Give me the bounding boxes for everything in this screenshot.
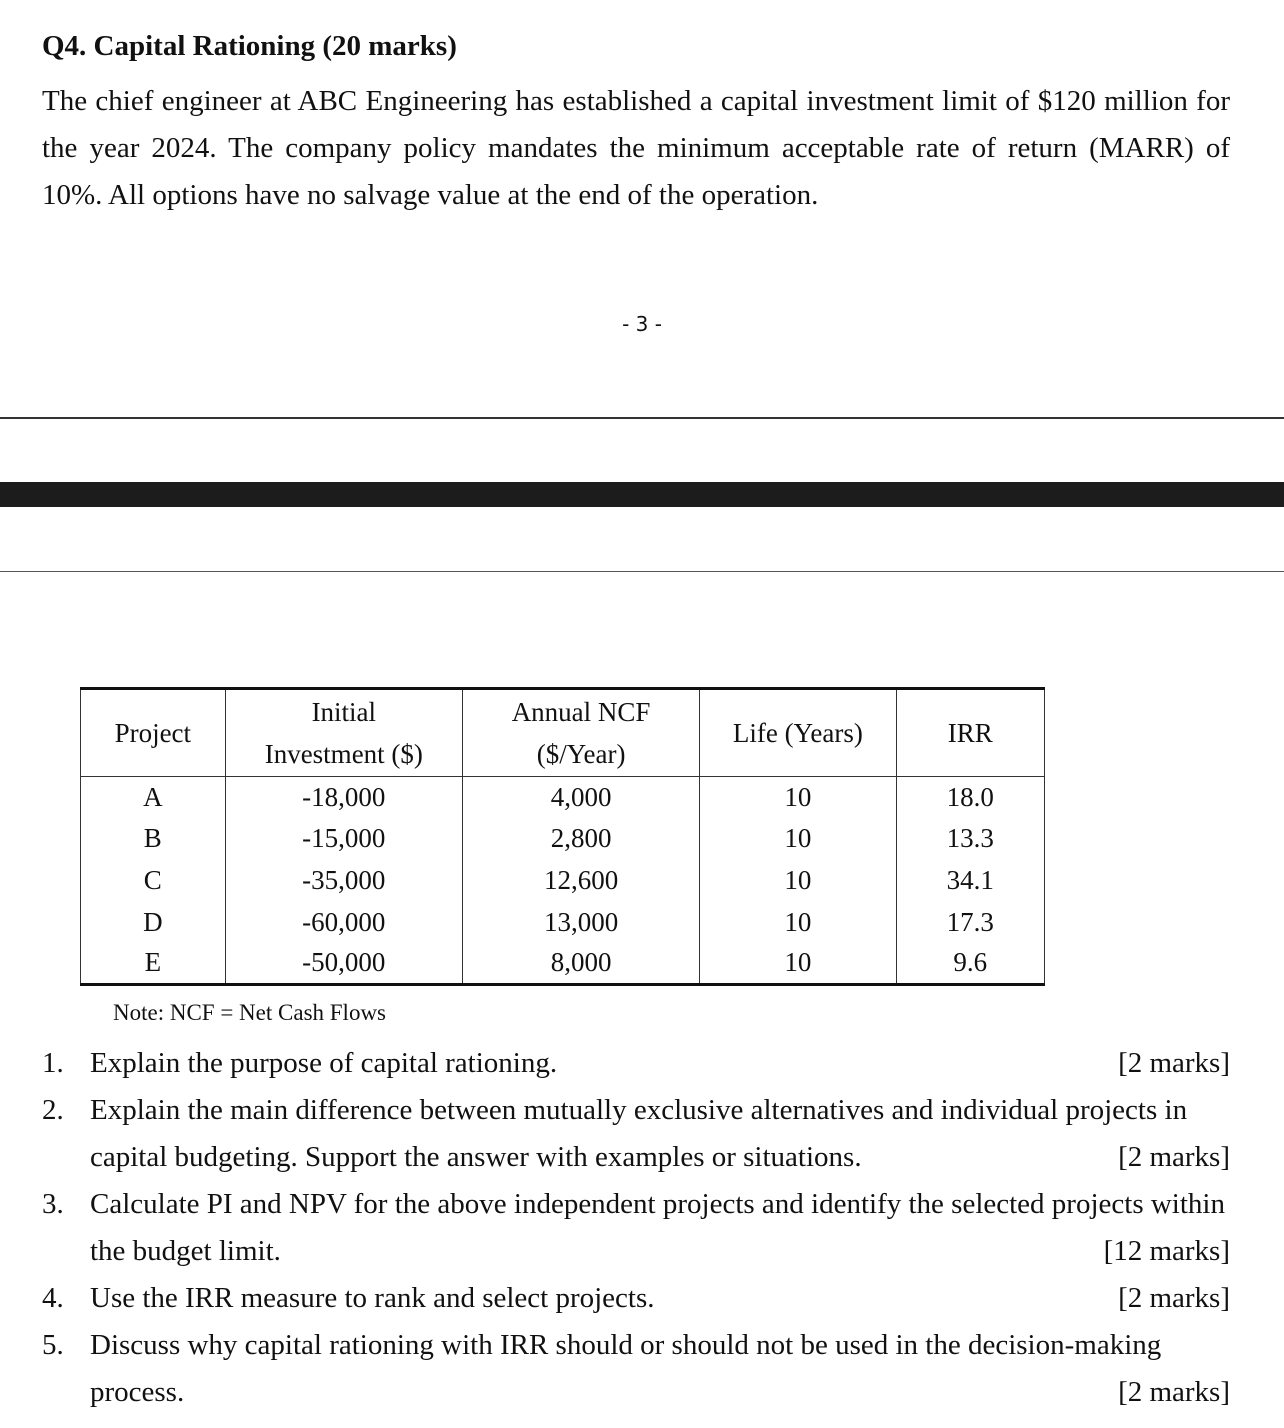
question-text: Use the IRR measure to rank and select projects. [90, 1282, 655, 1314]
page-divider-top [0, 417, 1284, 419]
question-text: Calculate PI and NPV for the above independent projects and identify the selected projects within the budget limit. [90, 1188, 1225, 1267]
page-divider-bottom [0, 571, 1284, 572]
table-row [81, 818, 1045, 860]
question-text: Explain the main difference between mutually exclusive alternatives and individual projects in capital budgeting. Support the answer with examples or situations. [90, 1094, 1188, 1173]
cell-project: D [81, 901, 226, 943]
cell-project: A [81, 777, 226, 819]
cell-ncf: 12,600 [462, 860, 699, 902]
question-item [42, 1181, 1230, 1275]
cell-investment: -60,000 [225, 901, 462, 943]
cell-ncf: 8,000 [462, 943, 699, 985]
question-item [42, 1087, 1230, 1181]
question-marks: [2 marks] [1118, 1376, 1230, 1408]
question-number: 2. [42, 1094, 64, 1126]
question-item [42, 1275, 1230, 1322]
question-heading: Q4. Capital Rationing (20 marks) [42, 30, 457, 62]
intro-paragraph: The chief engineer at ABC Engineering has established a capital investment limit of $120 million for the year 2024. The company policy mandates the minimum acceptable rate of return (MARR) of 10%. All options have no salvage value at the end of the operation. [42, 85, 1230, 211]
page-divider-bar [0, 482, 1284, 507]
table-row [81, 901, 1045, 943]
question-text: Explain the purpose of capital rationing. [90, 1047, 558, 1079]
cell-ncf: 13,000 [462, 901, 699, 943]
header-project: Project [81, 689, 226, 777]
cell-investment: -50,000 [225, 943, 462, 985]
table-header-row [81, 689, 1045, 777]
question-marks: [2 marks] [1118, 1141, 1230, 1173]
cell-irr: 13.3 [896, 818, 1044, 860]
cell-investment: -35,000 [225, 860, 462, 902]
table-note: Note: NCF = Net Cash Flows [113, 1000, 387, 1025]
question-item [42, 1040, 1230, 1087]
cell-irr: 17.3 [896, 901, 1044, 943]
header-irr: IRR [896, 689, 1044, 777]
question-marks: [2 marks] [1118, 1047, 1230, 1079]
question-number: 4. [42, 1282, 64, 1314]
table-row [81, 943, 1045, 985]
header-life: Life (Years) [700, 689, 896, 777]
header-annual-ncf [462, 689, 699, 777]
question-text: Discuss why capital rationing with IRR should or should not be used in the decision-making process. [90, 1329, 1162, 1408]
questions-list [42, 1040, 1230, 1416]
projects-table [80, 687, 1045, 986]
cell-life: 10 [700, 943, 896, 985]
cell-irr: 9.6 [896, 943, 1044, 985]
table-row [81, 860, 1045, 902]
header-ncf-line2: ($/Year) [536, 739, 626, 769]
table-row [81, 777, 1045, 819]
question-marks: [12 marks] [1103, 1235, 1230, 1267]
header-investment-line2: Investment ($) [264, 739, 423, 769]
cell-life: 10 [700, 860, 896, 902]
page-number: - 3 - [622, 312, 662, 336]
question-number: 1. [42, 1047, 64, 1079]
cell-life: 10 [700, 901, 896, 943]
cell-ncf: 4,000 [462, 777, 699, 819]
cell-investment: -15,000 [225, 818, 462, 860]
cell-irr: 34.1 [896, 860, 1044, 902]
cell-life: 10 [700, 777, 896, 819]
cell-project: E [81, 943, 226, 985]
header-investment-line1: Initial [311, 697, 377, 727]
cell-project: B [81, 818, 226, 860]
cell-irr: 18.0 [896, 777, 1044, 819]
cell-ncf: 2,800 [462, 818, 699, 860]
question-number: 5. [42, 1329, 64, 1361]
header-initial-investment [225, 689, 462, 777]
header-ncf-line1: Annual NCF [511, 697, 651, 727]
cell-project: C [81, 860, 226, 902]
question-number: 3. [42, 1188, 64, 1220]
question-marks: [2 marks] [1118, 1282, 1230, 1314]
cell-investment: -18,000 [225, 777, 462, 819]
question-item [42, 1322, 1230, 1416]
cell-life: 10 [700, 818, 896, 860]
